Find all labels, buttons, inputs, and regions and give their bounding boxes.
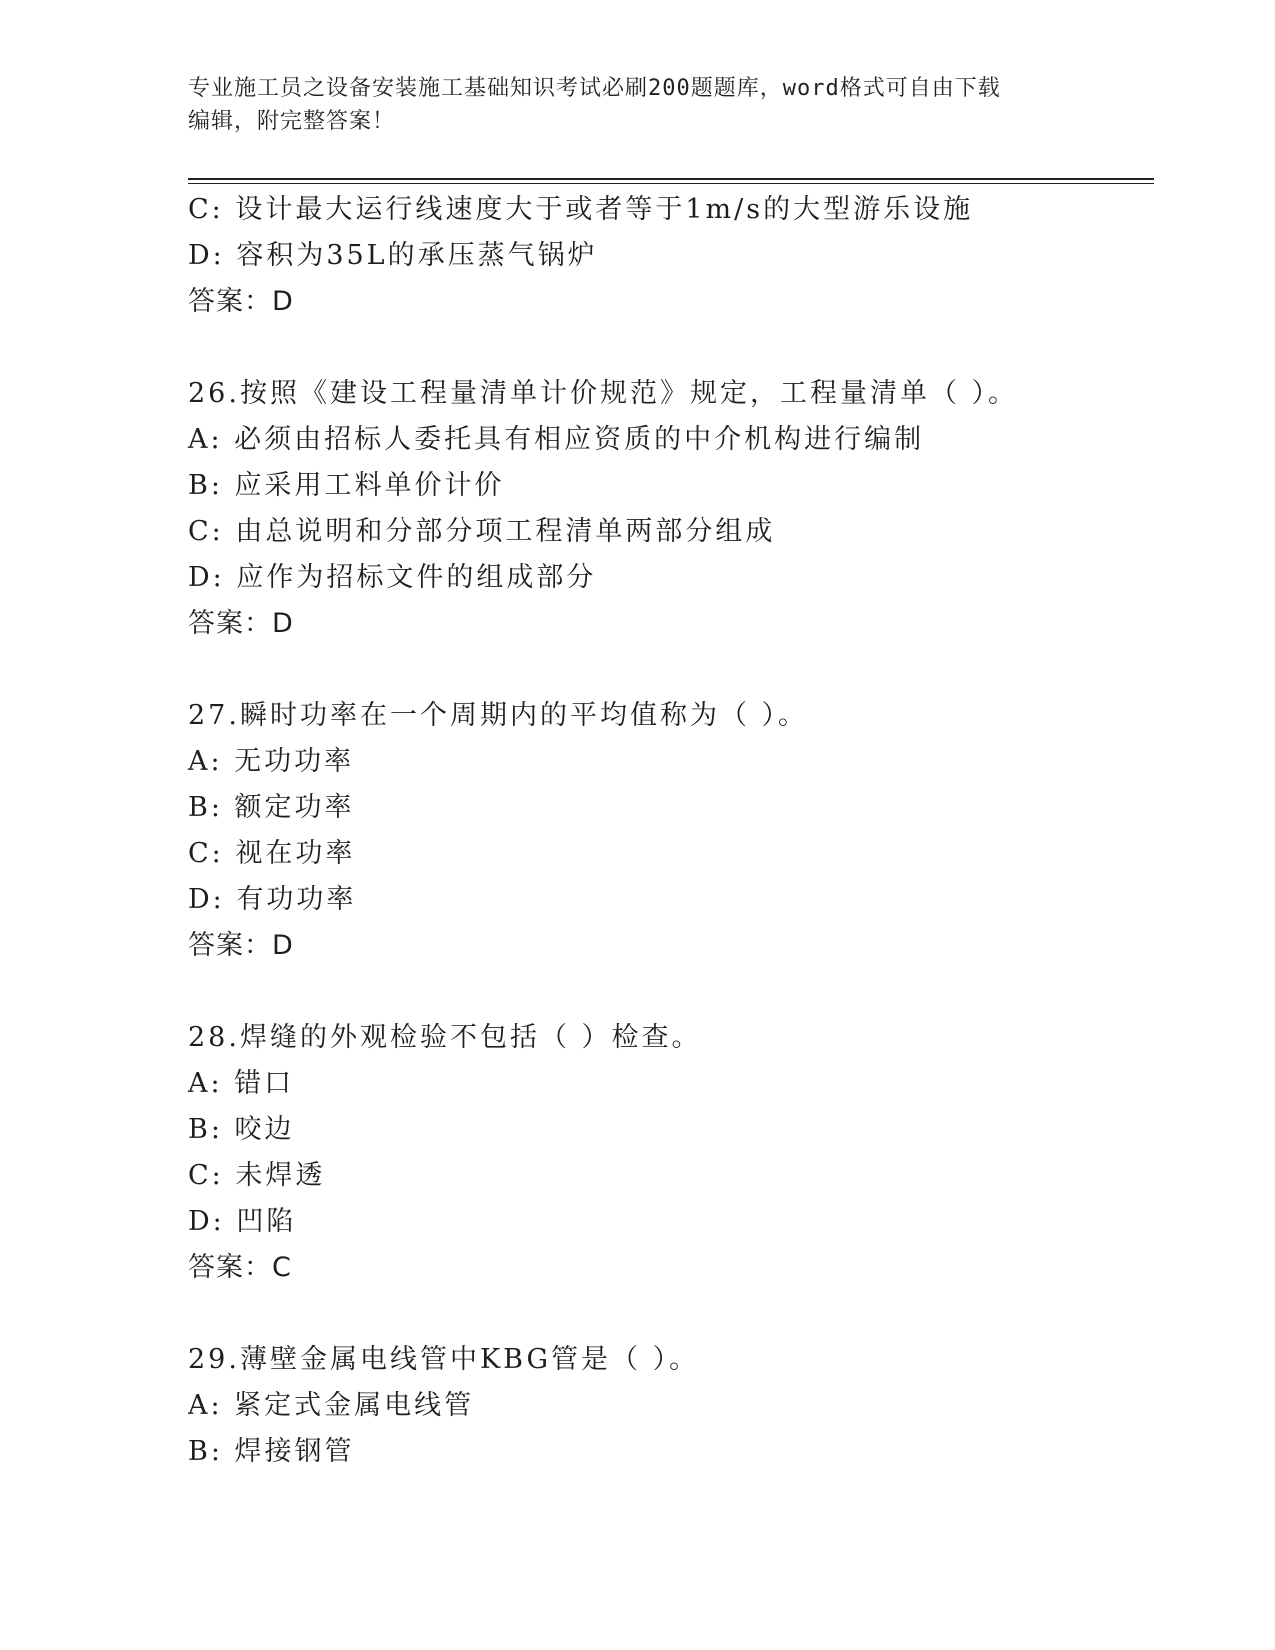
- spacer: [188, 1291, 1148, 1337]
- question-29: 29.薄壁金属电线管中KBG管是（ ）。: [188, 1344, 700, 1375]
- answer: 答案：D: [188, 608, 294, 639]
- option-d: D: 凹陷: [188, 1206, 297, 1237]
- option-c: C: 设计最大运行线速度大于或者等于1m/s的大型游乐设施: [188, 194, 974, 225]
- spacer: [188, 647, 1148, 693]
- option-c: C: 未焊透: [188, 1160, 326, 1191]
- header-line-1: 专业施工员之设备安装施工基础知识考试必刷200题题库，word格式可自由下载: [188, 76, 1001, 101]
- option-b: B: 额定功率: [188, 792, 355, 823]
- spacer: [188, 969, 1148, 1015]
- option-d: D: 应作为招标文件的组成部分: [188, 562, 597, 593]
- document-header: [188, 72, 1088, 138]
- option-b: B: 咬边: [188, 1114, 295, 1145]
- answer: 答案：C: [188, 1252, 292, 1283]
- answer: 答案：D: [188, 286, 294, 317]
- header-rule-thick: [188, 178, 1154, 180]
- option-b: B: 焊接钢管: [188, 1436, 355, 1467]
- question-26: 26.按照《建设工程量清单计价规范》规定，工程量清单（ ）。: [188, 378, 1019, 409]
- spacer: [188, 325, 1148, 371]
- option-c: C: 由总说明和分部分项工程清单两部分组成: [188, 516, 776, 547]
- option-b: B: 应采用工料单价计价: [188, 470, 505, 501]
- option-a: A: 必须由招标人委托具有相应资质的中介机构进行编制: [188, 424, 925, 455]
- option-d: D: 有功功率: [188, 884, 357, 915]
- option-a: A: 紧定式金属电线管: [188, 1390, 475, 1421]
- option-a: A: 无功功率: [188, 746, 355, 777]
- answer: 答案：D: [188, 930, 294, 961]
- header-line-2: 编辑，附完整答案！: [188, 109, 396, 134]
- option-c: C: 视在功率: [188, 838, 356, 869]
- header-rule-thin: [188, 183, 1154, 184]
- option-a: A: 错口: [188, 1068, 295, 1099]
- question-content: [188, 187, 1148, 1475]
- question-27: 27.瞬时功率在一个周期内的平均值称为（ ）。: [188, 700, 809, 731]
- question-28: 28.焊缝的外观检验不包括（ ）检查。: [188, 1022, 702, 1053]
- option-d: D: 容积为35L的承压蒸气锅炉: [188, 240, 598, 271]
